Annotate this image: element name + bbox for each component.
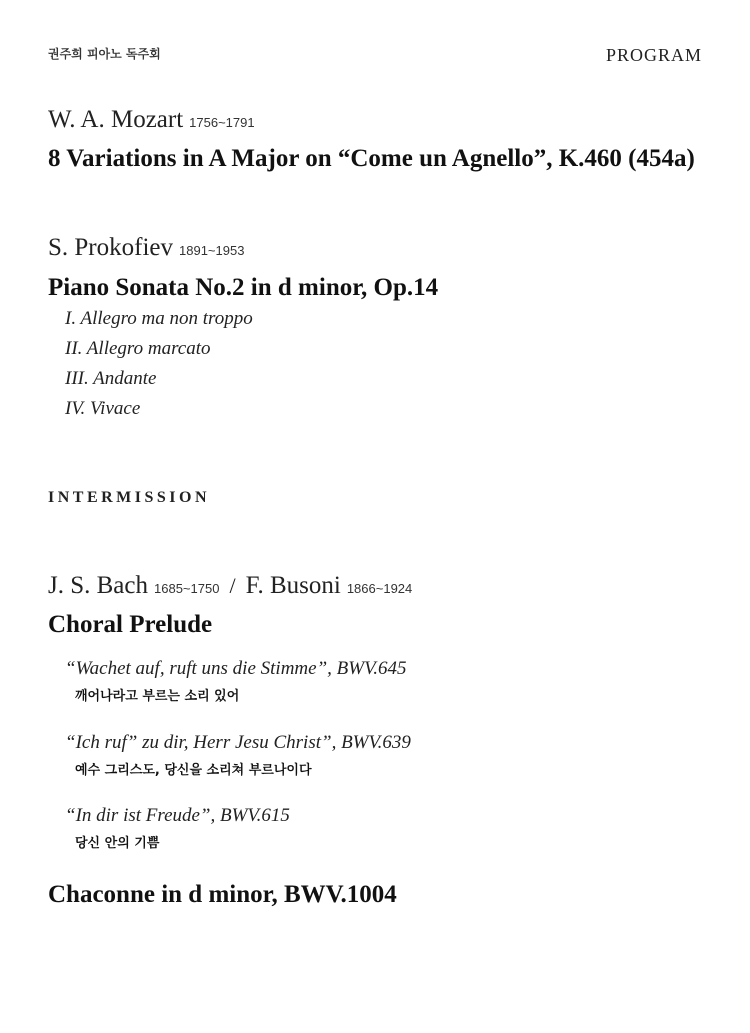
work-title-chaconne: Chaconne in d minor, BWV.1004: [48, 881, 397, 908]
work-title-prokofiev: Piano Sonata No.2 in d minor, Op.14: [48, 274, 439, 301]
movement-item: III. Andante: [65, 368, 157, 389]
composer-name: W. A. Mozart: [48, 106, 184, 133]
work-title-mozart: 8 Variations in A Major on “Come un Agnello”, K.460 (454a): [48, 145, 695, 172]
intermission-label: INTERMISSION: [48, 489, 211, 506]
chorale-title: “In dir ist Freude”, BWV.615: [65, 805, 290, 826]
composer-name: J. S. Bach: [48, 572, 148, 599]
composer-line-mozart: [48, 106, 255, 134]
chorale-korean-title: 깨어나라고 부르는 소리 있어: [75, 689, 240, 704]
chorale-title: “Wachet auf, ruft uns die Stimme”, BWV.645: [65, 658, 407, 679]
composer-years: 1891~1953: [179, 243, 245, 258]
composer-years: 1756~1791: [189, 115, 255, 130]
chorale-korean-title: 예수 그리스도, 당신을 소리쳐 부르나이다: [75, 763, 312, 778]
composer-separator: /: [229, 573, 236, 598]
movement-item: I. Allegro ma non troppo: [65, 308, 253, 329]
composer-name: S. Prokofiev: [48, 234, 173, 261]
movement-item: II. Allegro marcato: [65, 338, 211, 359]
chorale-title: “Ich ruf” zu dir, Herr Jesu Christ”, BWV.639: [65, 732, 411, 753]
composer-years: 1685~1750: [154, 581, 220, 596]
work-title-choral-prelude: Choral Prelude: [48, 611, 213, 638]
composer-line-prokofiev: [48, 234, 244, 262]
chorale-korean-title: 당신 안의 기쁨: [75, 836, 160, 851]
composer-years: 1866~1924: [346, 581, 413, 596]
recital-title: 권주희 피아노 독주회: [48, 47, 161, 61]
composer-line-bach-busoni: [48, 572, 412, 600]
movement-item: IV. Vivace: [65, 398, 141, 419]
program-label: PROGRAM: [605, 45, 702, 65]
composer-name: F. Busoni: [245, 572, 341, 599]
